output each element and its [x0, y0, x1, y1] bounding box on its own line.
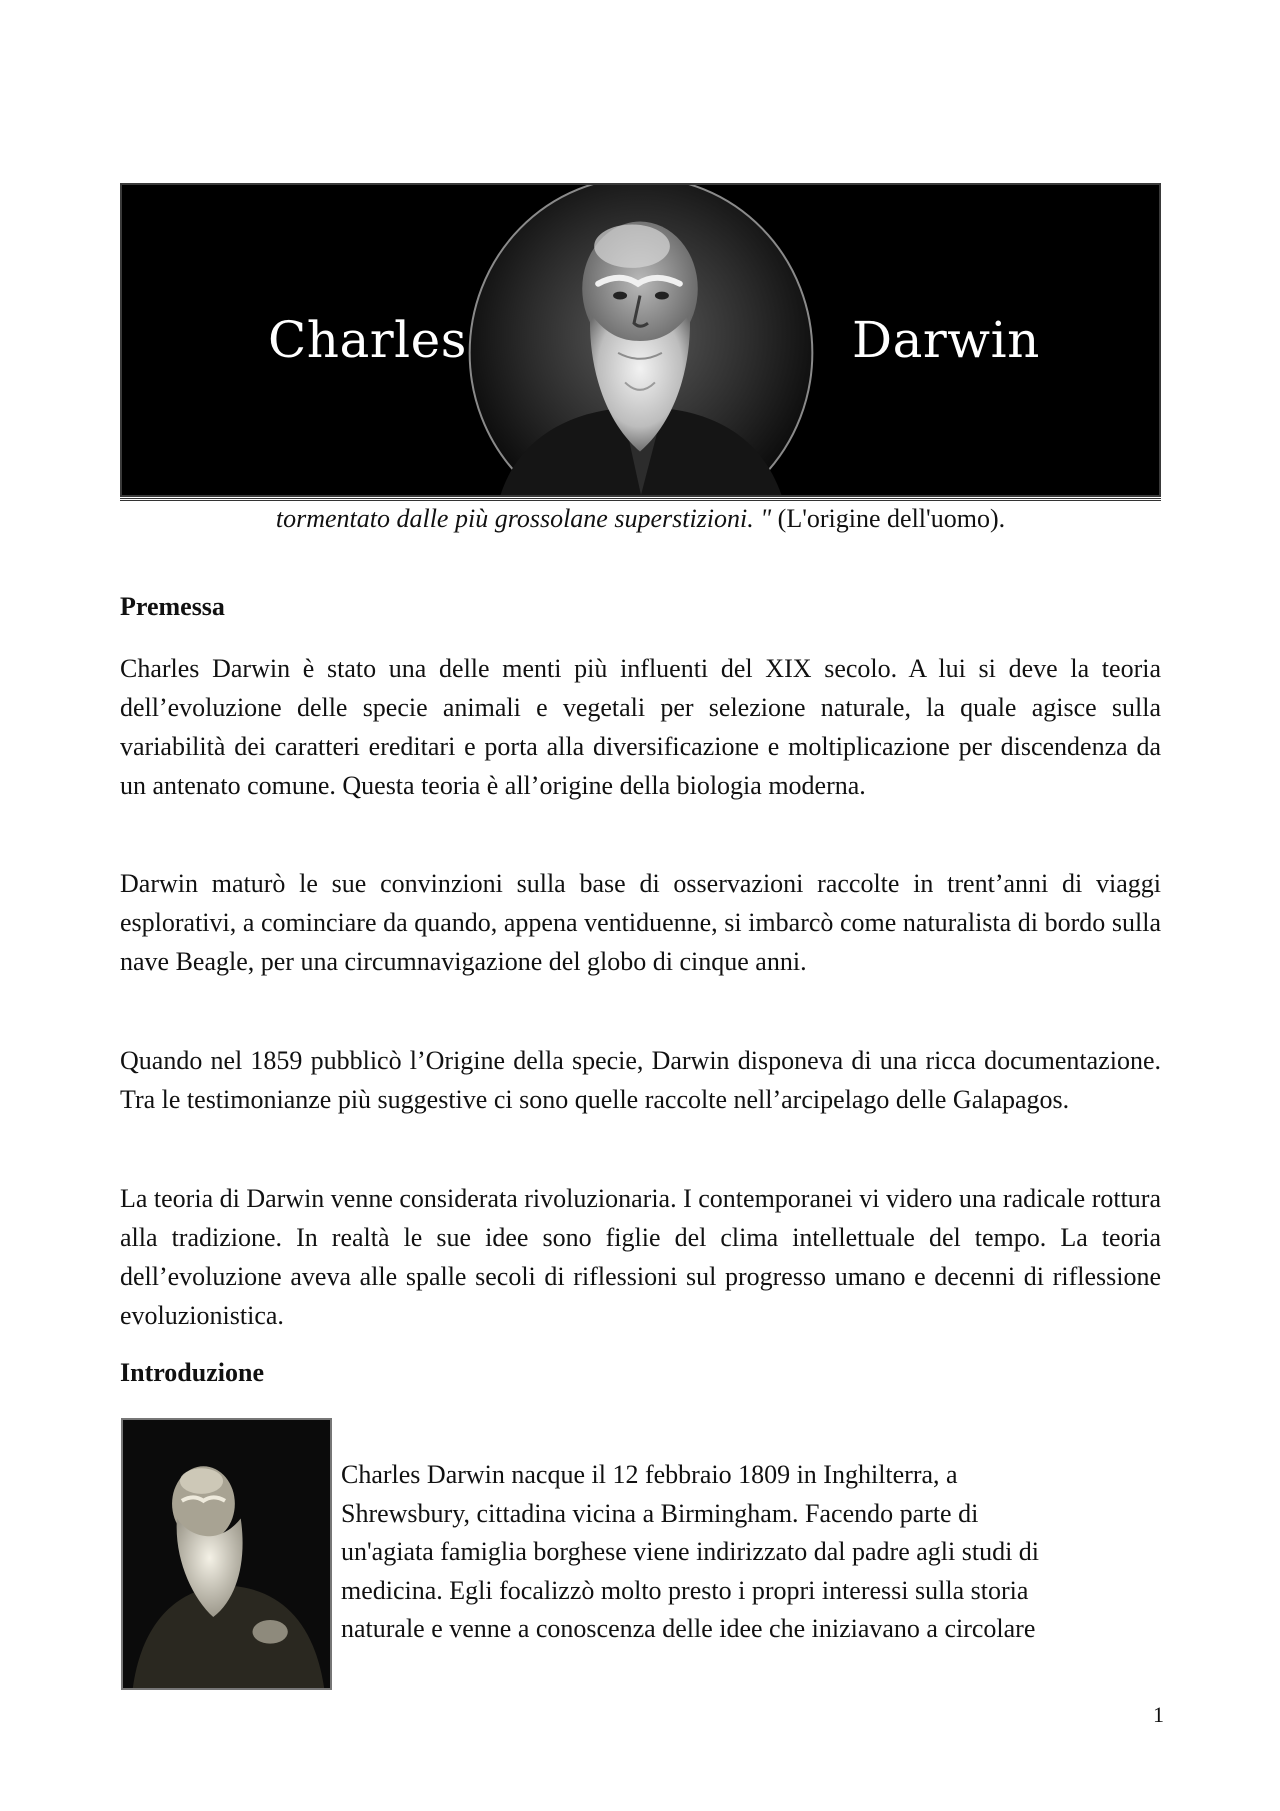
premessa-paragraph-4: La teoria di Darwin venne considerata rivoluzionaria. I contemporanei vi videro una radicale rottura alla tradizione. In realtà le sue idee sono figlie del clima intellettuale del tempo. La teoria dell’evoluzione aveva alle spalle secoli di riflessioni sul progresso umano e decenni di riflessione evoluzionistica.	[120, 1184, 1162, 1330]
introduzione-paragraph	[341, 1456, 1161, 1649]
epigraph-quote-text: tormentato dalle più grossolane superstizioni. "	[275, 504, 772, 533]
section-heading-premessa: Premessa	[120, 592, 225, 621]
introduzione-line-5: naturale e venne a conoscenza delle idee che iniziavano a circolare	[341, 1614, 1036, 1643]
banner-title-charles: Charles	[268, 311, 467, 369]
epigraph-source: (L'origine dell'uomo).	[771, 504, 1006, 533]
introduzione-line-2: Shrewsbury, cittadina vicina a Birmingham. Facendo parte di	[341, 1498, 979, 1528]
introduzione-line-4: medicina. Egli focalizzò molto presto i propri interessi sulla storia	[341, 1575, 1029, 1605]
premessa-paragraph-3: Quando nel 1859 pubblicò l’Origine della specie, Darwin disponeva di una ricca documentazione. Tra le testimonianze più suggestive ci sono quelle raccolte nell’arcipelago delle Galapagos.	[120, 1046, 1161, 1114]
section-heading-introduzione: Introduzione	[120, 1358, 264, 1387]
title-banner	[120, 183, 1161, 497]
premessa-paragraph-1: Charles Darwin è stato una delle menti più influenti del XIX secolo. A lui si deve la teoria dell’evoluzione delle specie animali e vegetali per selezione naturale, la quale agisce sulla variabilità dei caratteri ereditari e porta alla diversificazione e moltiplicazione per discendenza da un antenato comune. Questa teoria è all’origine della biologia moderna.	[120, 654, 1161, 800]
introduzione-line-3: un'agiata famiglia borghese viene indirizzato dal padre agli studi di	[341, 1537, 1040, 1566]
introduzione-line-1: Charles Darwin nacque il 12 febbraio 1809 in Inghilterra, a	[341, 1460, 958, 1489]
premessa-paragraph-2: Darwin maturò le sue convinzioni sulla base di osservazioni raccolte in trent’anni di viaggi esplorativi, a cominciare da quando, appena ventiduenne, si imbarcò come naturalista di bordo sulla nave Beagle, per una circumnavigazione del globo di cinque anni.	[120, 869, 1161, 976]
banner-title-darwin: Darwin	[852, 311, 1040, 369]
epigraph-quote	[120, 501, 1161, 537]
darwin-portrait-illustration	[123, 1420, 330, 1688]
darwin-portrait-photo	[121, 1418, 332, 1690]
page-number: 1	[1153, 1702, 1164, 1727]
